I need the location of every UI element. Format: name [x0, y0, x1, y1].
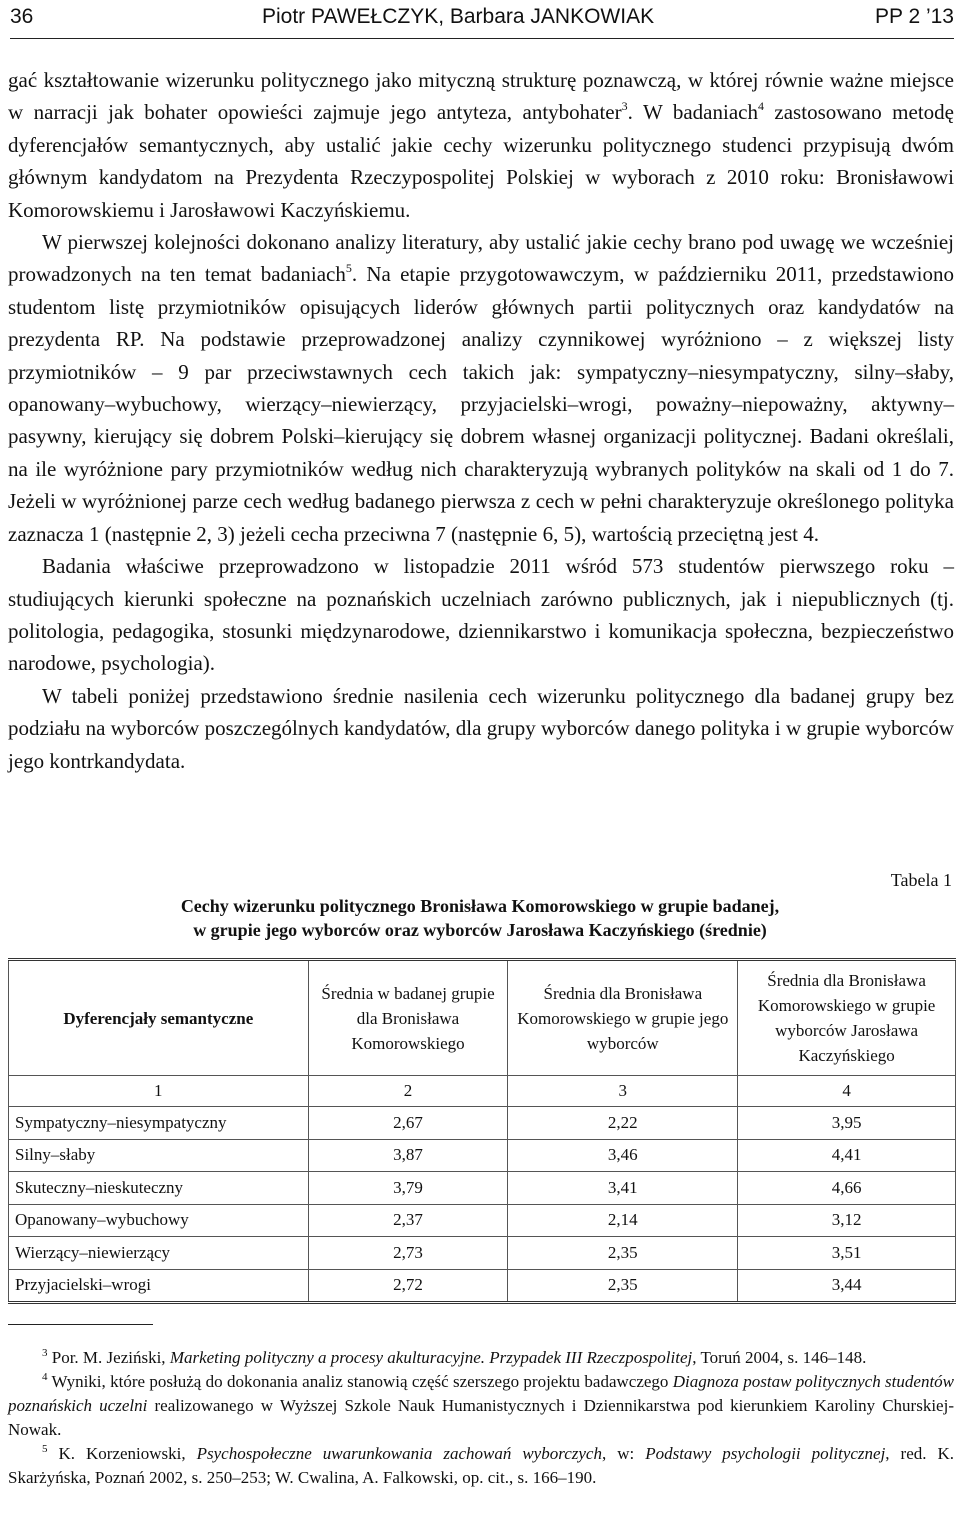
table-cell: 3	[508, 1076, 738, 1107]
column-header: Średnia dla Bronisława Komorowskiego w grupie jego wyborców	[508, 960, 738, 1076]
table-cell: 3,41	[508, 1172, 738, 1205]
column-number-row	[9, 1076, 956, 1107]
footnote-4: $^4$ Wyniki, które posłużą do dokonania analiz stanowią część szerszego projektu badawczego Diagnoza postaw politycznych studentów poznańskich uczelni realizowanego w Wyższej Szkole Nauk Humanistycznych i Dziennikarstwa pod kierunkiem Karoliny Churskiej-Nowak.	[8, 1371, 955, 1439]
table-cell: 3,46	[508, 1139, 738, 1172]
table-cell: 1	[9, 1076, 309, 1107]
table-cell: 2,37	[308, 1204, 508, 1237]
table-cell: 2,35	[508, 1269, 738, 1303]
running-authors: Piotr PAWEŁCZYK, Barbara JANKOWIAK	[262, 5, 655, 28]
table-cell: 3,12	[738, 1204, 956, 1237]
table-cell: 4,41	[738, 1139, 956, 1172]
table-row	[9, 1269, 956, 1303]
footnote-ref-4: 4	[757, 99, 764, 114]
table-cell: 2,73	[308, 1237, 508, 1270]
table-cell: 3,51	[738, 1237, 956, 1270]
table-cell: 2	[308, 1076, 508, 1107]
table-cell: 3,87	[308, 1139, 508, 1172]
paragraph-4: W tabeli poniżej przedstawiono średnie nasilenia cech wizerunku politycznego dla badanej grupy bez podziału na wyborców poszczególnych kandydatów, dla grupy wyborców danego polityka i w grupie wyborców jego kontrkandydata.	[8, 683, 954, 773]
table-label: Tabela 1	[890, 870, 952, 890]
table-cell: 2,22	[508, 1107, 738, 1140]
table-cell: 4,66	[738, 1172, 956, 1205]
table-cell: 3,44	[738, 1269, 956, 1303]
table-row	[9, 1237, 956, 1270]
table-cell: Przyjacielski–wrogi	[9, 1269, 309, 1303]
footnote-3: $^3$ Por. M. Jeziński, Marketing polityczny a procesy akulturacyjne. Przypadek III Rzeczpospolitej, Toruń 2004, s. 146–148.	[42, 1347, 867, 1367]
table-cell: Opanowany–wybuchowy	[9, 1204, 309, 1237]
table-cell: Wierzący–niewierzący	[9, 1237, 309, 1270]
footnote-ref-5: 5	[345, 261, 352, 276]
table-cell: Silny–słaby	[9, 1139, 309, 1172]
table-header-row	[9, 960, 956, 1076]
page-number: 36	[10, 5, 34, 28]
table-cell: Skuteczny–nieskuteczny	[9, 1172, 309, 1205]
paragraph-1: gać kształtowanie wizerunku politycznego jako mityczną strukturę poznawczą, w której równie ważne miejsce w narracji jak bohater opowieści zajmuje jego antyteza, antybohater$^3$. W badaniach$^4$ zastosowano metodę dyferencjałów semantycznych, aby ustalić jakie cechy wizerunku politycznego studenci przypisują dwóm głównym kandydatom na Prezydenta Rzeczypospolitej Polskiej w wyborach z 2010 roku: Bronisławowi Komorowskiemu i Jarosławowi Kaczyńskiemu.	[8, 68, 954, 222]
table-title: Cechy wizerunku politycznego Bronisława Komorowskiego w grupie badanej, w grupie jego wyborców oraz wyborców Jarosława Kaczyńskiego (średnie)	[180, 896, 780, 940]
column-header: Dyferencjały semantyczne	[9, 960, 309, 1076]
journal-issue: PP 2 ’13	[874, 5, 954, 28]
table-cell: 2,35	[508, 1237, 738, 1270]
column-header: Średnia w badanej grupie dla Bronisława Komorowskiego	[308, 960, 508, 1076]
table-cell: 2,72	[308, 1269, 508, 1303]
footnotes	[8, 1346, 954, 1490]
table-cell: 3,95	[738, 1107, 956, 1140]
body-text	[8, 64, 954, 777]
footnote-rule	[8, 1324, 153, 1325]
table-cell: 2,67	[308, 1107, 508, 1140]
data-table	[8, 958, 956, 1304]
table-row	[9, 1139, 956, 1172]
table-cell: 4	[738, 1076, 956, 1107]
table-row	[9, 1204, 956, 1237]
running-header	[10, 2, 954, 39]
table-cell: 3,79	[308, 1172, 508, 1205]
table-row	[9, 1107, 956, 1140]
paragraph-3: Badania właściwe przeprowadzono w listopadzie 2011 wśród 573 studentów pierwszego roku – studiujących kierunki społeczne na poznańskich uczelniach zarówno publicznych, jak i niepublicznych (tj. politologia, pedagogika, stosunki międzynarodowe, dziennikarstwo i komunikacja społeczna, bezpieczeństwo narodowe, psychologia).	[8, 554, 954, 676]
paragraph-2: W pierwszej kolejności dokonano analizy literatury, aby ustalić jakie cechy brano pod uwagę we wcześniej prowadzonych na ten temat badaniach$^5$. Na etapie przygotowawczym, w październiku 2011, przedstawiono studentom listę przymiotników opisujących liderów głównych partii politycznych oraz kandydatów na prezydenta RP. Na podstawie przeprowadzonej analizy czynnikowej wyróżniono – z większej listy przymiotników – 9 par przeciwstawnych cech takich jak: sympatyczny–niesympatyczny, silny–słaby, opanowany–wybuchowy, wierzący–niewierzący, przyjacielski–wrogi, poważny–niepoważny, aktywny–pasywny, kierujący się dobrem Polski–kierujący się dobrem własnej organizacji politycznej. Badani określali, na ile wyróżnione pary przymiotników według nich charakteryzują wybranych polityków na skali od 1 do 7. Jeżeli w wyróżnionej parze cech według badanego pierwsza z cech w pełni charakteryzuje określonego polityka zaznacza 1 (następnie 2, 3) jeżeli cecha przeciwna 7 (następnie 6, 5), wartością przeciętną jest 4.	[8, 230, 954, 546]
table-cell: 2,14	[508, 1204, 738, 1237]
footnote-ref-3: 3	[621, 99, 628, 114]
table-cell: Sympatyczny–niesympatyczny	[9, 1107, 309, 1140]
table-row	[9, 1172, 956, 1205]
footnote-5: $^5$ K. Korzeniowski, Psychospołeczne uwarunkowania zachowań wyborczych, w: Podstawy psychologii politycznej, red. K. Skarżyńska, Poznań 2002, s. 250–253; W. Cwalina, A. Falkowski, op. cit., s. 166–190.	[8, 1443, 955, 1487]
column-header: Średnia dla Bronisława Komorowskiego w grupie wyborców Jarosława Kaczyńskiego	[738, 960, 956, 1076]
